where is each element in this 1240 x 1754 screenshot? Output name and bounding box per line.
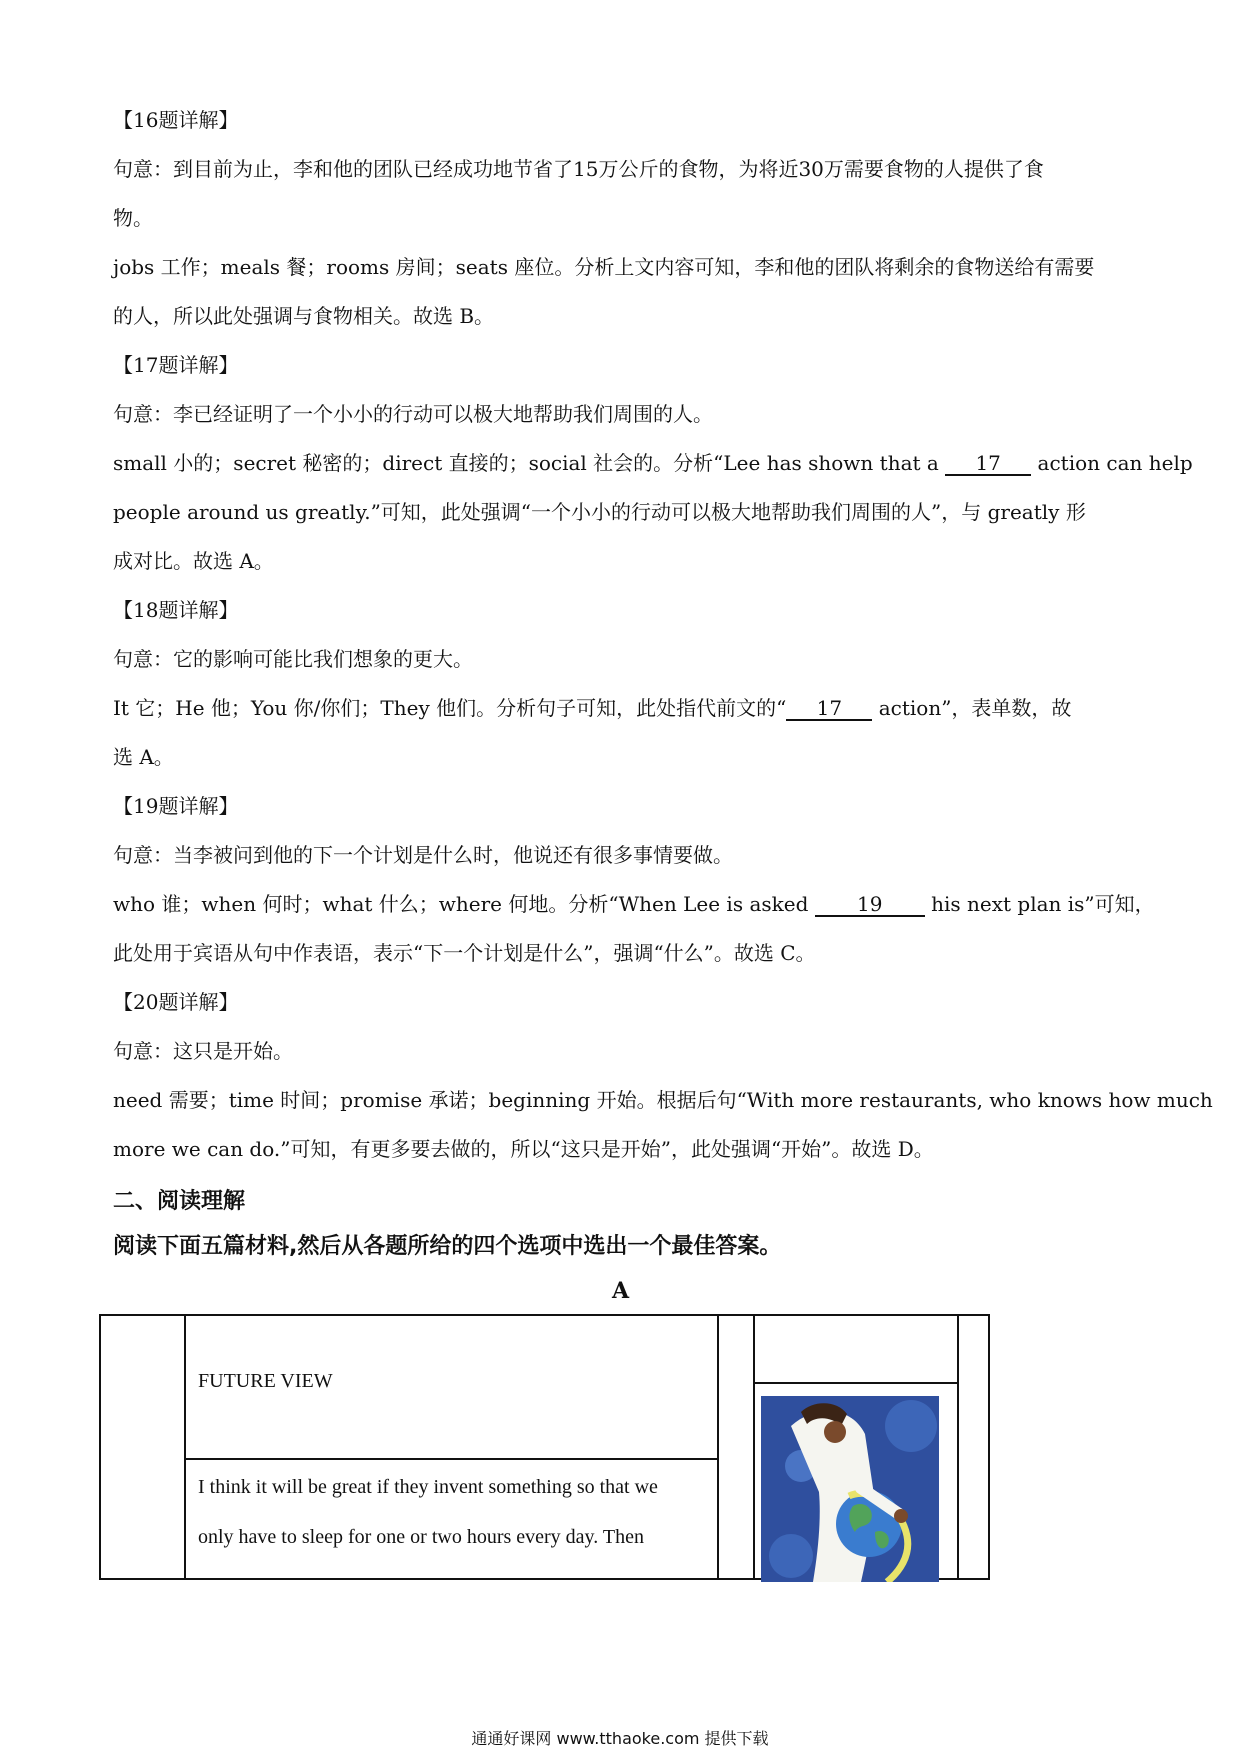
table-divider (184, 1316, 186, 1578)
globe-illustration (761, 1396, 939, 1582)
q19-line: 句意：当李被问到他的下一个计划是什么时，他说还有很多事情要做。 (113, 843, 733, 867)
q16-line: jobs 工作；meals 餐；rooms 房间；seats 座位。分析上文内容可知，李和他的团队将剩余的食物送给有需要 (113, 255, 1095, 279)
q18-blank: 17 (786, 697, 872, 721)
q17-text: small 小的；secret 秘密的；direct 直接的；social 社会的。分析“Lee has shown that a (113, 451, 946, 475)
explanations (113, 96, 1213, 1270)
table-body-line: I think it will be great if they invent something so that we (198, 1476, 658, 1498)
q19-line (113, 880, 1155, 929)
q20-heading: 【20题详解】 (113, 990, 239, 1014)
q20-line: 句意：这只是开始。 (113, 1039, 293, 1063)
section-instruction: 阅读下面五篇材料,然后从各题所给的四个选项中选出一个最佳答案。 (113, 1234, 782, 1259)
q17-text: action can help (1031, 451, 1193, 475)
q17-line (113, 439, 1193, 488)
table-divider (753, 1382, 957, 1384)
q18-line (113, 684, 1133, 733)
q19-heading: 【19题详解】 (113, 794, 239, 818)
section-title: 二、阅读理解 (113, 1189, 246, 1214)
q19-line: 此处用于宾语从句中作表语，表示“下一个计划是什么”，强调“什么”。故选 C。 (113, 941, 816, 965)
q20-line: more we can do.”可知，有更多要去做的，所以“这只是开始”，此处强调“开始”。故选 D。 (113, 1137, 934, 1161)
q20-line: need 需要；time 时间；promise 承诺；beginning 开始。根据后句“With more restaurants, who knows how much (113, 1088, 1213, 1112)
q19-text: his next plan is”可知， (924, 892, 1155, 916)
table-divider (753, 1316, 755, 1578)
q18-line: 句意：它的影响可能比我们想象的更大。 (113, 647, 473, 671)
q19-text: who 谁；when 何时；what 什么；where 何地。分析“When Lee is asked (113, 892, 815, 916)
footer-credit: 通通好课网 www.tthaoke.com 提供下载 (471, 1729, 769, 1748)
q18-text: action”，表单数，故 (872, 696, 1072, 720)
passage-table (99, 1314, 990, 1580)
q16-heading: 【16题详解】 (113, 108, 239, 132)
q16-line: 句意：到目前为止，李和他的团队已经成功地节省了15万公斤的食物，为将近30万需要食物的人提供了食 (113, 157, 1044, 181)
q16-line: 物。 (113, 206, 153, 230)
table-heading: FUTURE VIEW (198, 1370, 333, 1392)
table-body-line: only have to sleep for one or two hours every day. Then (198, 1526, 644, 1548)
q17-heading: 【17题详解】 (113, 353, 239, 377)
q18-text: It 它；He 他；You 你/你们；They 他们。分析句子可知，此处指代前文的“ (113, 696, 787, 720)
table-divider (717, 1316, 719, 1578)
q19-blank: 19 (815, 893, 925, 917)
q17-blank: 17 (945, 452, 1031, 476)
q18-heading: 【18题详解】 (113, 598, 239, 622)
q16-line: 的人，所以此处强调与食物相关。故选 B。 (113, 304, 495, 328)
table-divider (184, 1458, 717, 1460)
table-divider (957, 1316, 959, 1578)
q17-line: people around us greatly.”可知，此处强调“一个小小的行动可以极大地帮助我们周围的人”，与 greatly 形 (113, 500, 1086, 524)
q17-line: 成对比。故选 A。 (113, 549, 274, 573)
q17-line: 句意：李已经证明了一个小小的行动可以极大地帮助我们周围的人。 (113, 402, 713, 426)
passage-label: A (612, 1278, 630, 1304)
q18-line: 选 A。 (113, 745, 174, 769)
